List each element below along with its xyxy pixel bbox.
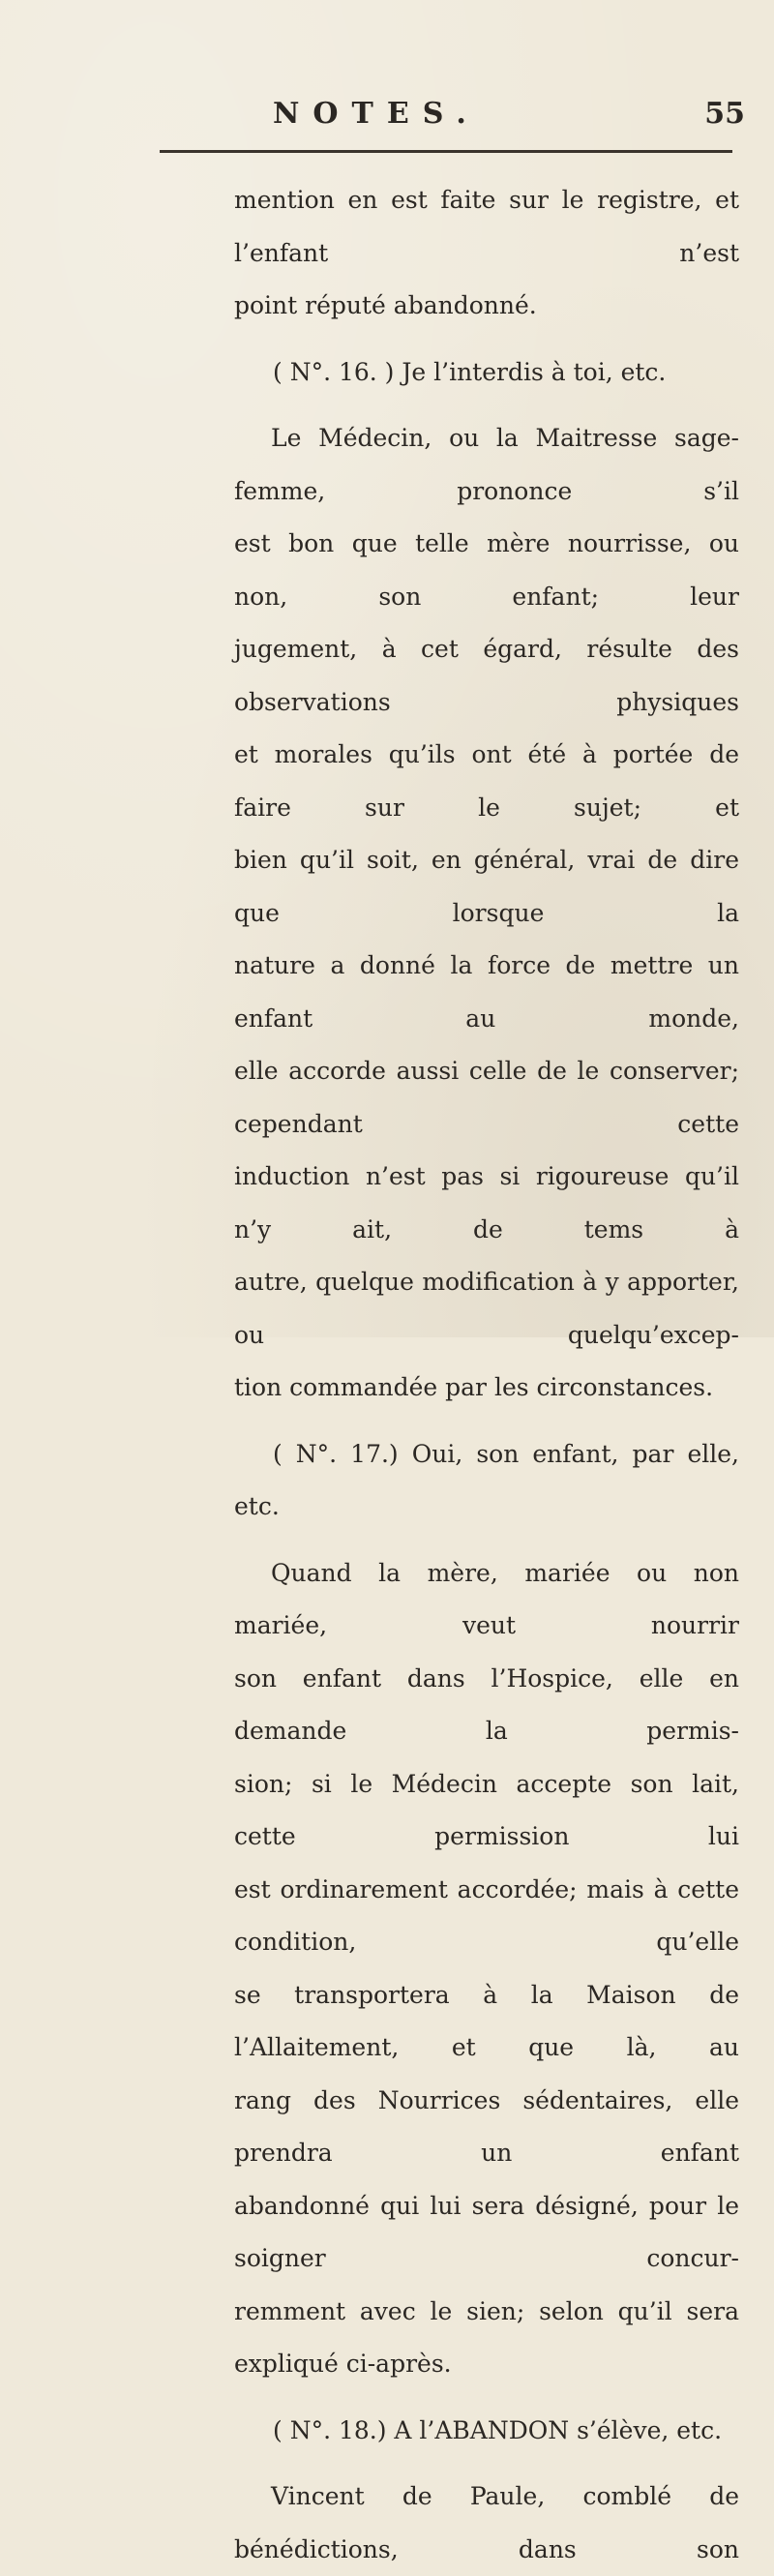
header-rule <box>160 150 732 153</box>
text-line: nature a donné la force de mettre un enfant au monde, <box>234 951 739 1033</box>
text-line: Le Médecin, ou la Maitresse sage-femme, prononce s’il <box>234 424 739 505</box>
text-line: autre, quelque modification à y apporter, ou quelqu’excep- <box>234 1268 739 1349</box>
text-line: est ordinarement accordée; mais à cette condition, qu’elle <box>234 1874 739 1956</box>
text-line: tion commandée par les circonstances. <box>234 1373 714 1401</box>
text-line: elle accorde aussi celle de le conserver; cependant cette <box>234 1057 739 1138</box>
text-line: abandonné qui lui sera désigné, pour le soigner concur- <box>234 2191 739 2272</box>
text-line: sion; si le Médecin accepte son lait, cette permission lui <box>234 1769 739 1850</box>
text-line: mention en est faite sur le registre, et l’enfant n’est <box>234 186 739 267</box>
text-line: Quand la mère, mariée ou non mariée, veut nourrir <box>234 1558 739 1639</box>
running-title: NOTES. <box>273 97 480 131</box>
text-line: bien qu’il soit, en général, vrai de dire que lorsque la <box>234 846 739 927</box>
text-line: Vincent de Paule, comblé de bénédictions, dans son <box>234 2482 739 2563</box>
note-heading-17: ( N°. 17.) Oui, son enfant, par elle, etc. <box>234 1439 739 1520</box>
text-line: jugement, à cet égard, résulte des observations physiques <box>234 635 739 716</box>
note-heading-18: ( N°. 18.) A l’ABANDON s’élève, etc. <box>273 2415 723 2444</box>
text-line: est bon que telle mère nourrisse, ou non, son enfant; leur <box>234 529 739 611</box>
text-line: se transportera à la Maison de l’Allaitement, et que là, au <box>234 1980 739 2061</box>
text-line: point réputé abandonné. <box>234 291 537 319</box>
running-head <box>145 97 745 135</box>
page-number: 55 <box>704 97 745 131</box>
text-line: remment avec le sien; selon qu’il sera expliqué ci-après. <box>234 2296 739 2378</box>
text-line: et morales qu’ils ont été à portée de faire sur le sujet; et <box>234 740 739 822</box>
text-line: son enfant dans l’Hospice, elle en demande la permis- <box>234 1663 739 1745</box>
text-line: induction n’est pas si rigoureuse qu’il n’y ait, de tems à <box>234 1162 739 1243</box>
body-text <box>234 174 739 2576</box>
note-heading-16: ( N°. 16. ) Je l’interdis à toi, etc. <box>273 357 667 386</box>
text-line: rang des Nourrices sédentaires, elle prendra un enfant <box>234 2085 739 2167</box>
